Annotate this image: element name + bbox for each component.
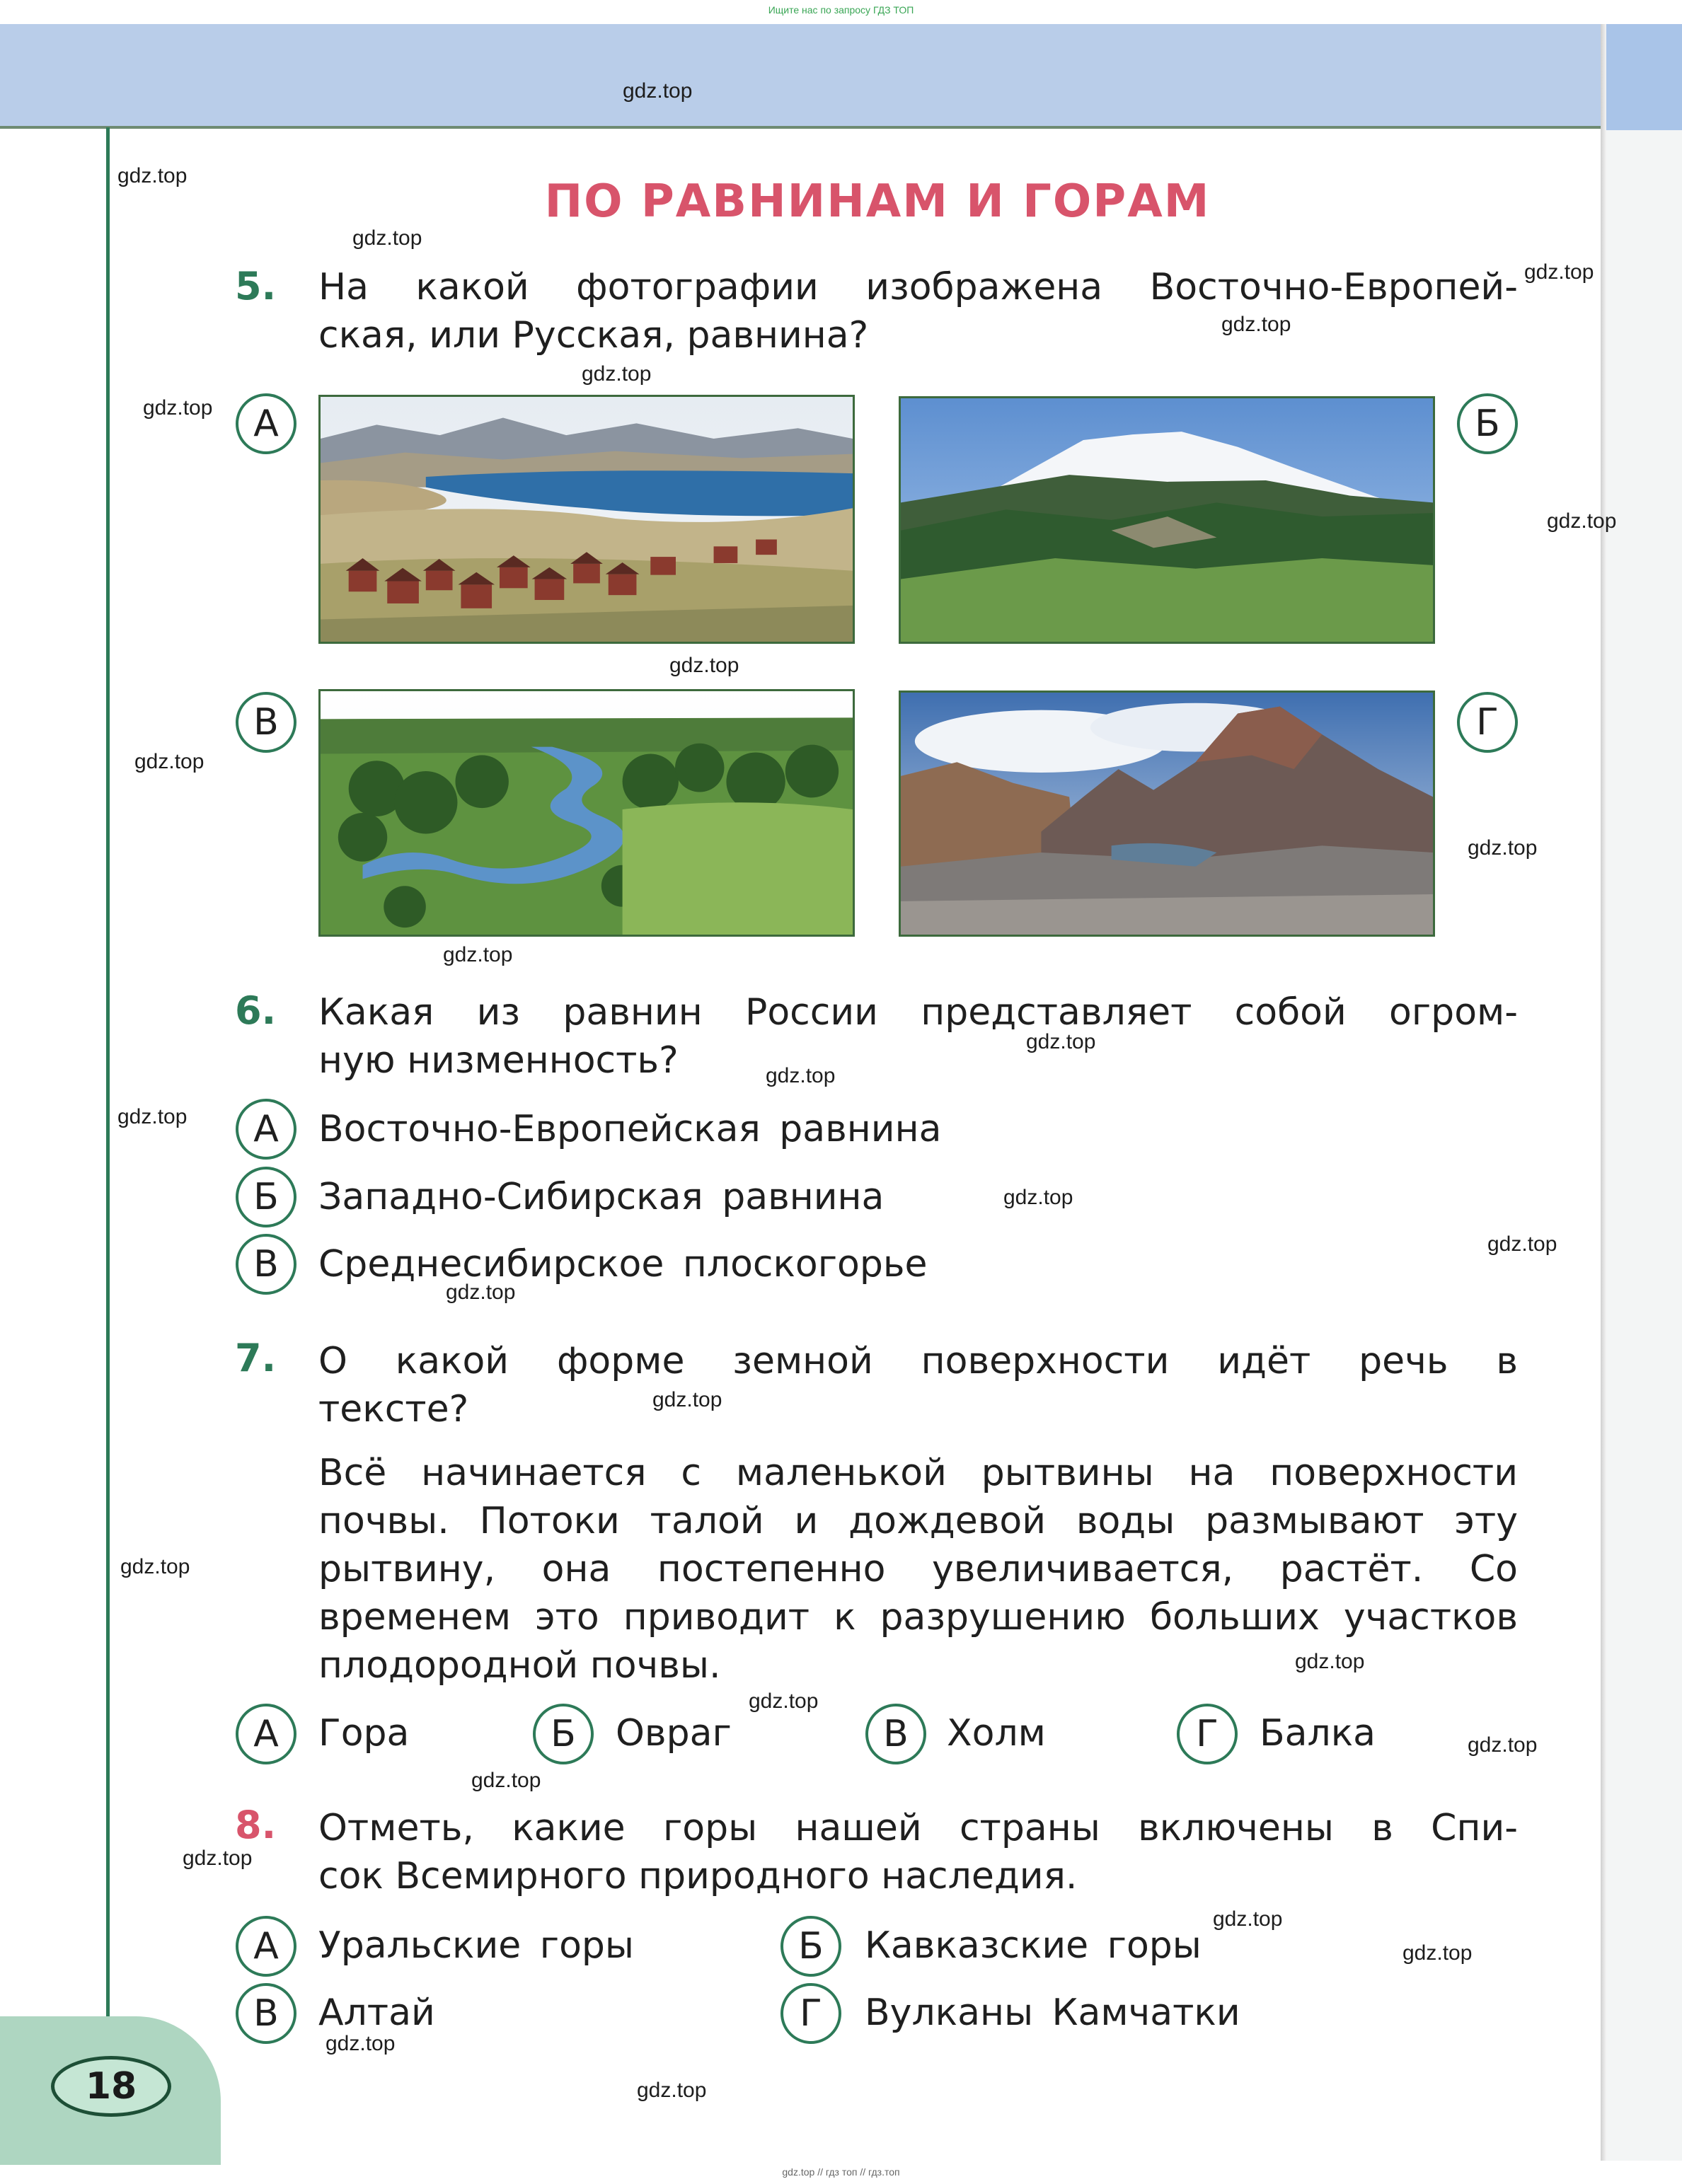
answer-badge-b[interactable]: Б — [780, 1916, 841, 1977]
option-text: Алтай — [318, 1992, 435, 2034]
top-note: Ищите нас по запросу ГДЗ ТОП — [768, 4, 914, 16]
lake-village-photo — [318, 395, 855, 644]
snow-mountain-photo — [899, 396, 1435, 644]
header-divider — [0, 126, 1601, 129]
answer-badge-v[interactable]: В — [236, 692, 296, 753]
watermark: gdz.top — [117, 164, 188, 187]
watermark: gdz.top — [1547, 509, 1617, 533]
watermark: gdz.top — [443, 943, 513, 966]
question-8-line-2: сок Всемирного природного наследия. — [318, 1855, 1078, 1897]
watermark: gdz.top — [120, 1555, 190, 1578]
question-8-number: 8. — [235, 1803, 277, 1847]
answer-badge-b[interactable]: Б — [1457, 393, 1518, 454]
option-text: Овраг — [616, 1712, 732, 1755]
watermark: gdz.top — [183, 1847, 253, 1870]
option-text: Восточно-Европейская равнина — [318, 1108, 942, 1150]
question-7-line-2: тексте? — [318, 1388, 469, 1431]
plain-river-photo — [318, 689, 855, 937]
watermark: gdz.top — [134, 750, 205, 773]
watermark: gdz.top — [1003, 1186, 1073, 1209]
question-5-line-2: ская, или Русская, равнина? — [318, 314, 869, 357]
watermark: gdz.top — [582, 362, 652, 386]
watermark: gdz.top — [117, 1105, 188, 1128]
watermark: gdz.top — [1221, 313, 1291, 336]
question-6-number: 6. — [235, 988, 277, 1033]
option-text: Среднесибирское плоскогорье — [318, 1243, 928, 1285]
watermark: gdz.top — [1026, 1030, 1096, 1053]
answer-badge-g[interactable]: Г — [1177, 1704, 1238, 1764]
watermark: gdz.top — [1213, 1907, 1283, 1931]
question-7-line-1: О какой форме земной поверхности идёт речь в — [318, 1340, 1518, 1382]
question-8-line-1: Отметь, какие горы нашей страны включены в Спи- — [318, 1807, 1518, 1849]
margin-line — [106, 127, 110, 2038]
answer-badge-a[interactable]: А — [236, 1704, 296, 1764]
option-text: Балка — [1260, 1712, 1376, 1755]
watermark: gdz.top — [652, 1388, 722, 1411]
bottom-note: gdz.top // гдз топ // гдз.топ — [782, 2166, 900, 2178]
answer-badge-b[interactable]: Б — [533, 1704, 594, 1764]
option-text: Холм — [947, 1712, 1046, 1755]
page-title: ПО РАВНИНАМ И ГОРАМ — [544, 175, 1211, 228]
watermark: gdz.top — [471, 1769, 541, 1792]
answer-badge-v[interactable]: В — [236, 1234, 296, 1295]
rocky-mountains-photo — [899, 691, 1435, 937]
answer-badge-a[interactable]: А — [236, 1916, 296, 1977]
page-number: 18 — [51, 2056, 171, 2117]
watermark: gdz.top — [637, 2079, 707, 2102]
answer-badge-a[interactable]: А — [236, 393, 296, 454]
question-6-line-1: Какая из равнин России представляет собой огром- — [318, 991, 1518, 1034]
watermark: gdz.top — [352, 226, 422, 250]
watermark: gdz.top — [1468, 1733, 1538, 1757]
answer-badge-b[interactable]: Б — [236, 1167, 296, 1227]
watermark: gdz.top — [1402, 1941, 1473, 1965]
answer-badge-v[interactable]: В — [865, 1704, 926, 1764]
watermark: gdz.top — [749, 1689, 819, 1713]
watermark: gdz.top — [446, 1281, 516, 1304]
option-text: Кавказские горы — [865, 1924, 1202, 1967]
answer-badge-g[interactable]: Г — [780, 1983, 841, 2044]
watermark: gdz.top — [1295, 1650, 1365, 1673]
next-page-strip — [1606, 130, 1682, 2161]
watermark: gdz.top — [1487, 1232, 1557, 1256]
question-6-line-2: ную низменность? — [318, 1039, 679, 1082]
answer-badge-a[interactable]: А — [236, 1099, 296, 1160]
option-text: Вулканы Камчатки — [865, 1992, 1240, 2034]
watermark: gdz.top — [766, 1064, 836, 1087]
header-band-edge — [1606, 24, 1682, 130]
header-band — [0, 24, 1606, 127]
option-text: Гора — [318, 1712, 410, 1755]
page-edge — [1601, 24, 1606, 2161]
option-text: Западно-Сибирская равнина — [318, 1176, 885, 1218]
watermark: gdz.top — [669, 654, 739, 677]
answer-badge-g[interactable]: Г — [1457, 692, 1518, 753]
watermark: gdz.top — [1524, 260, 1594, 284]
answer-badge-v[interactable]: В — [236, 1983, 296, 2044]
question-7-number: 7. — [235, 1336, 277, 1380]
question-5-line-1: На какой фотографии изображена Восточно-Европей- — [318, 266, 1518, 308]
watermark: gdz.top — [1468, 836, 1538, 860]
question-7-passage: Всё начинается с маленькой рытвины на поверхности почвы. Потоки талой и дождевой воды размывают эту рытвину, она постепенно увеличивается, растёт. Со временем это приводит к разрушению больших участков плодородной почвы. — [318, 1452, 1518, 1687]
watermark: gdz.top — [143, 396, 213, 420]
watermark: gdz.top — [326, 2032, 396, 2055]
watermark: gdz.top — [623, 79, 693, 103]
option-text: Уральские горы — [318, 1924, 634, 1967]
question-5-number: 5. — [235, 264, 277, 308]
